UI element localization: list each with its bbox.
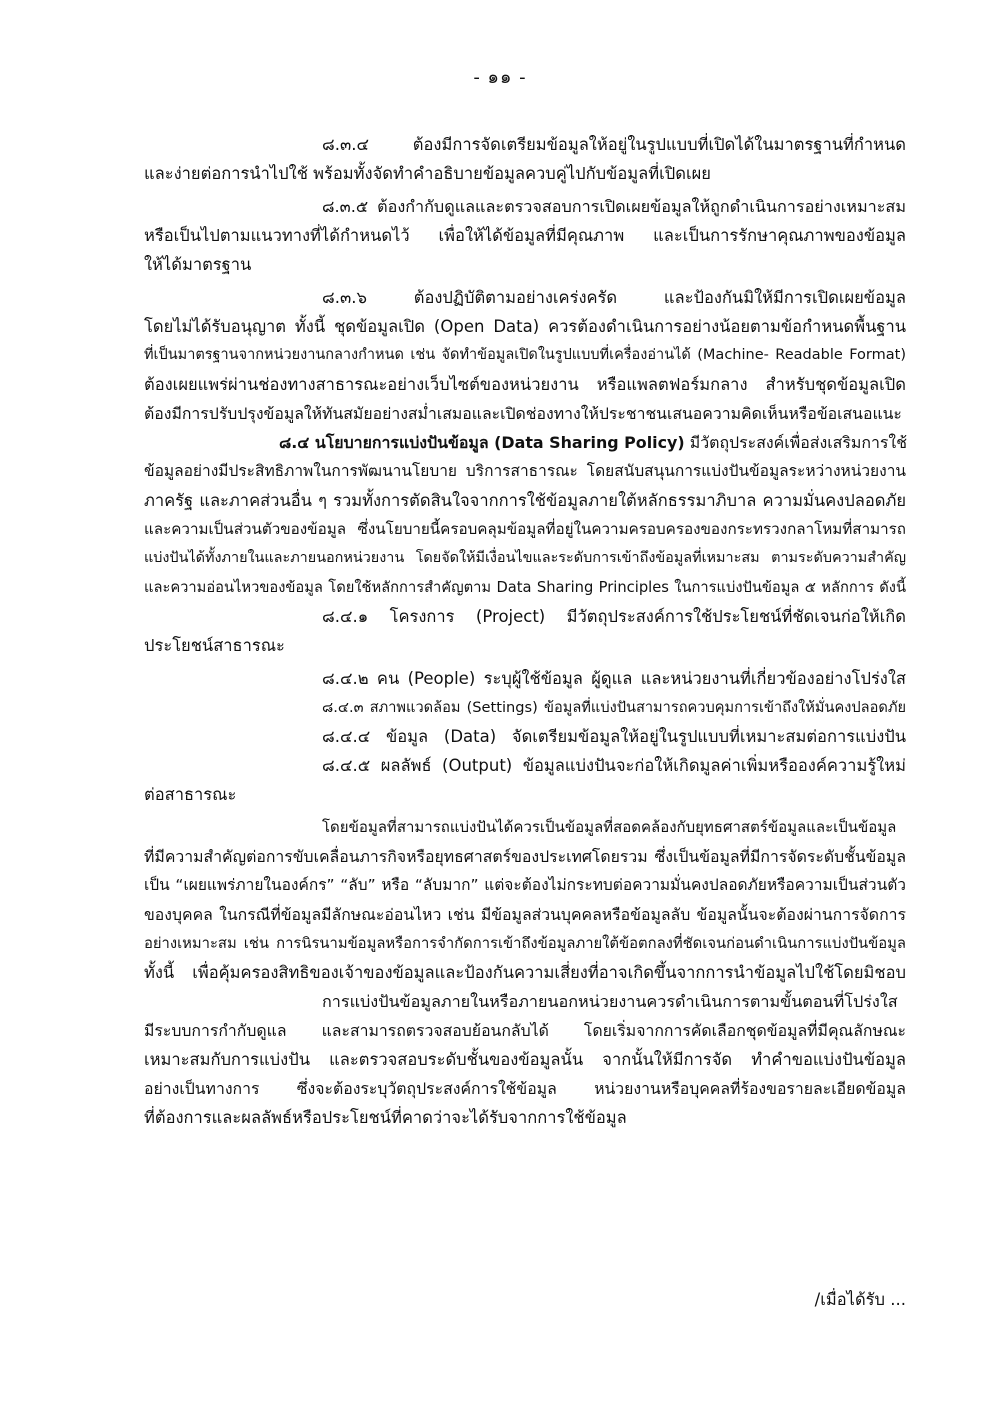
para-data-can-share-line-6: ทั้งนี้ เพื่อคุ้มครองสิทธิของเจ้าของข้อมูลและป้องกันความเสี่ยงที่อาจเกิดขึ้นจากการนำข้อมูลไปใช้โดยมิชอบ [144, 963, 906, 982]
para-836-line-3: ที่เป็นมาตรฐานจากหน่วยงานกลางกำหนด เช่น จัดทำข้อมูลเปิดในรูปแบบที่เครื่องอ่านได้ (Machine- Readable Format) [144, 347, 906, 363]
para-data-can-share-line-5: อย่างเหมาะสม เช่น การนิรนามข้อมูลหรือการจำกัดการเข้าถึงข้อมูลภายใต้ข้อตกลงที่ชัดเจนก่อนดำเนินการแบ่งปันข้อมูล [144, 935, 906, 952]
section-84-line-6: และความอ่อนไหวของข้อมูล โดยใช้หลักการสำคัญตาม Data Sharing Principles ในการแบ่งปันข้อมูล ๕ หลักการ ดังนี้ [144, 579, 906, 596]
para-834-line-2: และง่ายต่อการนำไปใช้ พร้อมทั้งจัดทำคำอธิบายข้อมูลควบคู่ไปกับข้อมูลที่เปิดเผย [144, 164, 711, 183]
section-84-line-3: ภาครัฐ และภาคส่วนอื่น ๆ รวมทั้งการตัดสินใจจากการใช้ข้อมูลภายใต้หลักธรรมาภิบาล ความมั่นคงปลอดภัย [144, 491, 906, 510]
para-845-line-2: ต่อสาธารณะ [144, 785, 237, 804]
para-836-line-1: ๘.๓.๖ ต้องปฏิบัติตามอย่างเคร่งครัด และป้องกันมิให้มีการเปิดเผยข้อมูล [322, 288, 906, 307]
section-84-line-5: แบ่งปันได้ทั้งภายในและภายนอกหน่วยงาน โดยจัดให้มีเงื่อนไขและระดับการเข้าถึงข้อมูลที่เหมาะสม ตามระดับความสำคัญ [144, 550, 906, 566]
body-text [144, 130, 906, 1132]
para-844: ๘.๔.๔ ข้อมูล (Data) จัดเตรียมข้อมูลให้อยู่ในรูปแบบที่เหมาะสมต่อการแบ่งปัน [322, 727, 906, 746]
para-836-line-4: ต้องเผยแพร่ผ่านช่องทางสาธารณะอย่างเว็บไซต์ของหน่วยงาน หรือแพลตฟอร์มกลาง สำหรับชุดข้อมูลเปิด [144, 375, 906, 394]
para-sharing-process-line-3: เหมาะสมกับการแบ่งปัน และตรวจสอบระดับชั้นของข้อมูลนั้น จากนั้นให้มีการจัด ทำคำขอแบ่งปันข้อมูล [144, 1050, 906, 1069]
para-836-line-2: โดยไม่ได้รับอนุญาต ทั้งนี้ ชุดข้อมูลเปิด (Open Data) ควรต้องดำเนินการอย่างน้อยตามข้อกำหนดพื้นฐาน [144, 317, 906, 336]
para-835-line-2: หรือเป็นไปตามแนวทางที่ได้กำหนดไว้ เพื่อให้ได้ข้อมูลที่มีคุณภาพ และเป็นการรักษาคุณภาพของข้อมูล [144, 226, 906, 245]
para-836-line-5: ต้องมีการปรับปรุงข้อมูลให้ทันสมัยอย่างสม่ำเสมอและเปิดช่องทางให้ประชาชนเสนอความคิดเห็นหรือข้อเสนอแนะ [144, 404, 902, 423]
para-843: ๘.๔.๓ สภาพแวดล้อม (Settings) ข้อมูลที่แบ่งปันสามารถควบคุมการเข้าถึงให้มั่นคงปลอดภัย [322, 699, 906, 716]
section-84-first-line-rest: มีวัตถุประสงค์เพื่อส่งเสริมการใช้ [684, 433, 907, 452]
para-sharing-process-line-5: ที่ต้องการและผลลัพธ์หรือประโยชน์ที่คาดว่าจะได้รับจากการใช้ข้อมูล [144, 1108, 627, 1127]
para-841-line-1: ๘.๔.๑ โครงการ (Project) มีวัตถุประสงค์การใช้ประโยชน์ที่ชัดเจนก่อให้เกิด [322, 607, 906, 626]
para-sharing-process-line-1: การแบ่งปันข้อมูลภายในหรือภายนอกหน่วยงานควรดำเนินการตามขั้นตอนที่โปร่งใส [322, 992, 898, 1011]
section-84-first-line [144, 428, 906, 457]
para-sharing-process-line-2: มีระบบการกำกับดูแล และสามารถตรวจสอบย้อนกลับได้ โดยเริ่มจากการคัดเลือกชุดข้อมูลที่มีคุณลักษณะ [144, 1021, 906, 1040]
page-number: - ๑๑ - [473, 67, 527, 88]
para-834-line-1: ๘.๓.๔ ต้องมีการจัดเตรียมข้อมูลให้อยู่ในรูปแบบที่เปิดได้ในมาตรฐานที่กำหนด [322, 135, 906, 154]
section-84-line-2: ข้อมูลอย่างมีประสิทธิภาพในการพัฒนานโยบาย บริการสาธารณะ โดยสนับสนุนการแบ่งปันข้อมูลระหว่างหน่วยงาน [144, 462, 906, 480]
section-84-line-4: และความเป็นส่วนตัวของข้อมูล ซึ่งนโยบายนี้ครอบคลุมข้อมูลที่อยู่ในความครอบครองของกระทรวงกลาโหมที่สามารถ [144, 520, 906, 538]
para-data-can-share-line-1: โดยข้อมูลที่สามารถแบ่งปันได้ควรเป็นข้อมูลที่สอดคล้องกับยุทธศาสตร์ข้อมูลและเป็นข้อมูล [322, 818, 897, 836]
para-841-line-2: ประโยชน์สาธารณะ [144, 636, 285, 655]
para-842: ๘.๔.๒ คน (People) ระบุผู้ใช้ข้อมูล ผู้ดูแล และหน่วยงานที่เกี่ยวข้องอย่างโปร่งใส [322, 669, 906, 688]
para-data-can-share-line-4: ของบุคคล ในกรณีที่ข้อมูลมีลักษณะอ่อนไหว เช่น มีข้อมูลส่วนบุคคลหรือข้อมูลลับ ข้อมูลนั้นจะต้องผ่านการจัดการ [144, 905, 906, 924]
para-845-line-1: ๘.๔.๕ ผลลัพธ์ (Output) ข้อมูลแบ่งปันจะก่อให้เกิดมูลค่าเพิ่มหรือองค์ความรู้ใหม่ [322, 756, 906, 775]
para-sharing-process-line-4: อย่างเป็นทางการ ซึ่งจะต้องระบุวัตถุประสงค์การใช้ข้อมูล หน่วยงานหรือบุคคลที่ร้องขอรายละเอียดข้อมูล [144, 1079, 906, 1098]
section-84-heading: ๘.๔ นโยบายการแบ่งปันข้อมูล (Data Sharing Policy) [279, 433, 685, 452]
para-data-can-share-line-3: เป็น “เผยแพร่ภายในองค์กร” “ลับ” หรือ “ลับมาก” แต่จะต้องไม่กระทบต่อความมั่นคงปลอดภัยหรือความเป็นส่วนตัว [144, 876, 906, 894]
para-data-can-share-line-2: ที่มีความสำคัญต่อการขับเคลื่อนภารกิจหรือยุทธศาสตร์ของประเทศโดยรวม ซึ่งเป็นข้อมูลที่มีการจัดระดับชั้นข้อมูล [144, 847, 906, 866]
continuation-marker: /เมื่อได้รับ ... [814, 1290, 906, 1309]
para-835-line-1: ๘.๓.๕ ต้องกำกับดูแลและตรวจสอบการเปิดเผยข้อมูลให้ถูกดำเนินการอย่างเหมาะสม [322, 197, 906, 216]
para-835-line-3: ให้ได้มาตรฐาน [144, 255, 252, 274]
